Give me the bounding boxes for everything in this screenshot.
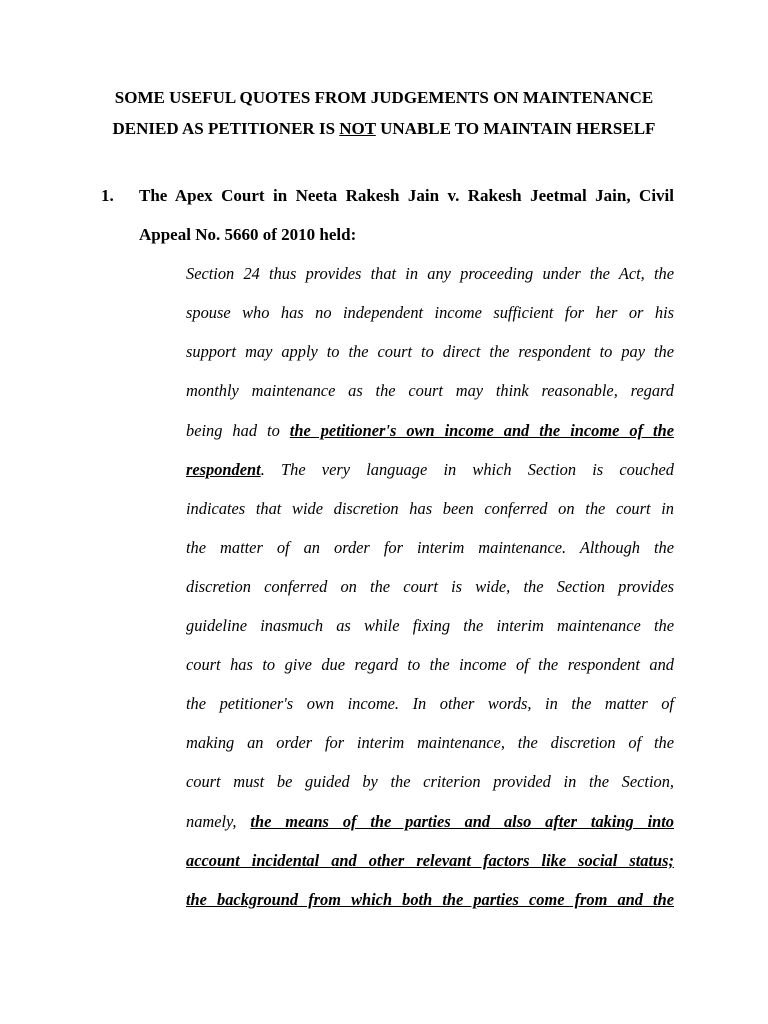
document-title-line-2 bbox=[60, 119, 708, 139]
title-underlined-word: NOT bbox=[339, 119, 376, 138]
quote-line: court has to give due regard to the income of the respondent and bbox=[186, 655, 674, 674]
quote-text: being had to bbox=[186, 421, 290, 440]
quote-line bbox=[186, 890, 674, 910]
quote-emphasis: respondent bbox=[186, 460, 261, 479]
quote-line: support may apply to the court to direct the respondent to pay the bbox=[186, 342, 674, 361]
quote-line: the petitioner's own income. In other words, in the matter of bbox=[186, 694, 674, 713]
document-title-line-1 bbox=[60, 88, 708, 108]
quote-line bbox=[186, 812, 674, 832]
quote-text: namely, bbox=[186, 812, 251, 831]
quote-line bbox=[186, 421, 674, 441]
item-intro-line-1: The Apex Court in Neeta Rakesh Jain v. Rakesh Jeetmal Jain, Civil bbox=[139, 186, 674, 205]
title-text: DENIED AS PETITIONER IS bbox=[112, 119, 340, 138]
quote-text: . The very language in which Section is couched bbox=[260, 460, 674, 479]
quote-line bbox=[186, 460, 674, 480]
quote-emphasis: the means of the parties and also after taking into bbox=[250, 812, 674, 831]
quote-line: spouse who has no independent income sufficient for her or his bbox=[186, 303, 674, 322]
item-number: 1. bbox=[101, 186, 114, 205]
quote-emphasis: account incidental and other relevant factors like social status; bbox=[186, 851, 674, 870]
title-text: UNABLE TO MAINTAIN HERSELF bbox=[375, 119, 656, 138]
quote-emphasis: the petitioner's own income and the income of the bbox=[289, 421, 674, 440]
quote-line: court must be guided by the criterion provided in the Section, bbox=[186, 772, 674, 791]
quote-line: discretion conferred on the court is wide, the Section provides bbox=[186, 577, 674, 596]
quote-line: guideline inasmuch as while fixing the interim maintenance the bbox=[186, 616, 674, 635]
quote-line: the matter of an order for interim maintenance. Although the bbox=[186, 538, 674, 557]
quote-emphasis: the background from which both the parties come from and the bbox=[186, 890, 674, 909]
quote-line: making an order for interim maintenance, the discretion of the bbox=[186, 733, 674, 752]
title-text: SOME USEFUL QUOTES FROM JUDGEMENTS ON MAINTENANCE bbox=[114, 88, 654, 107]
item-intro-line-2: Appeal No. 5660 of 2010 held: bbox=[139, 225, 357, 244]
quote-line: indicates that wide discretion has been conferred on the court in bbox=[186, 499, 674, 518]
quote-line bbox=[186, 851, 674, 871]
quote-line: Section 24 thus provides that in any proceeding under the Act, the bbox=[186, 264, 674, 283]
quote-line: monthly maintenance as the court may think reasonable, regard bbox=[186, 381, 674, 400]
